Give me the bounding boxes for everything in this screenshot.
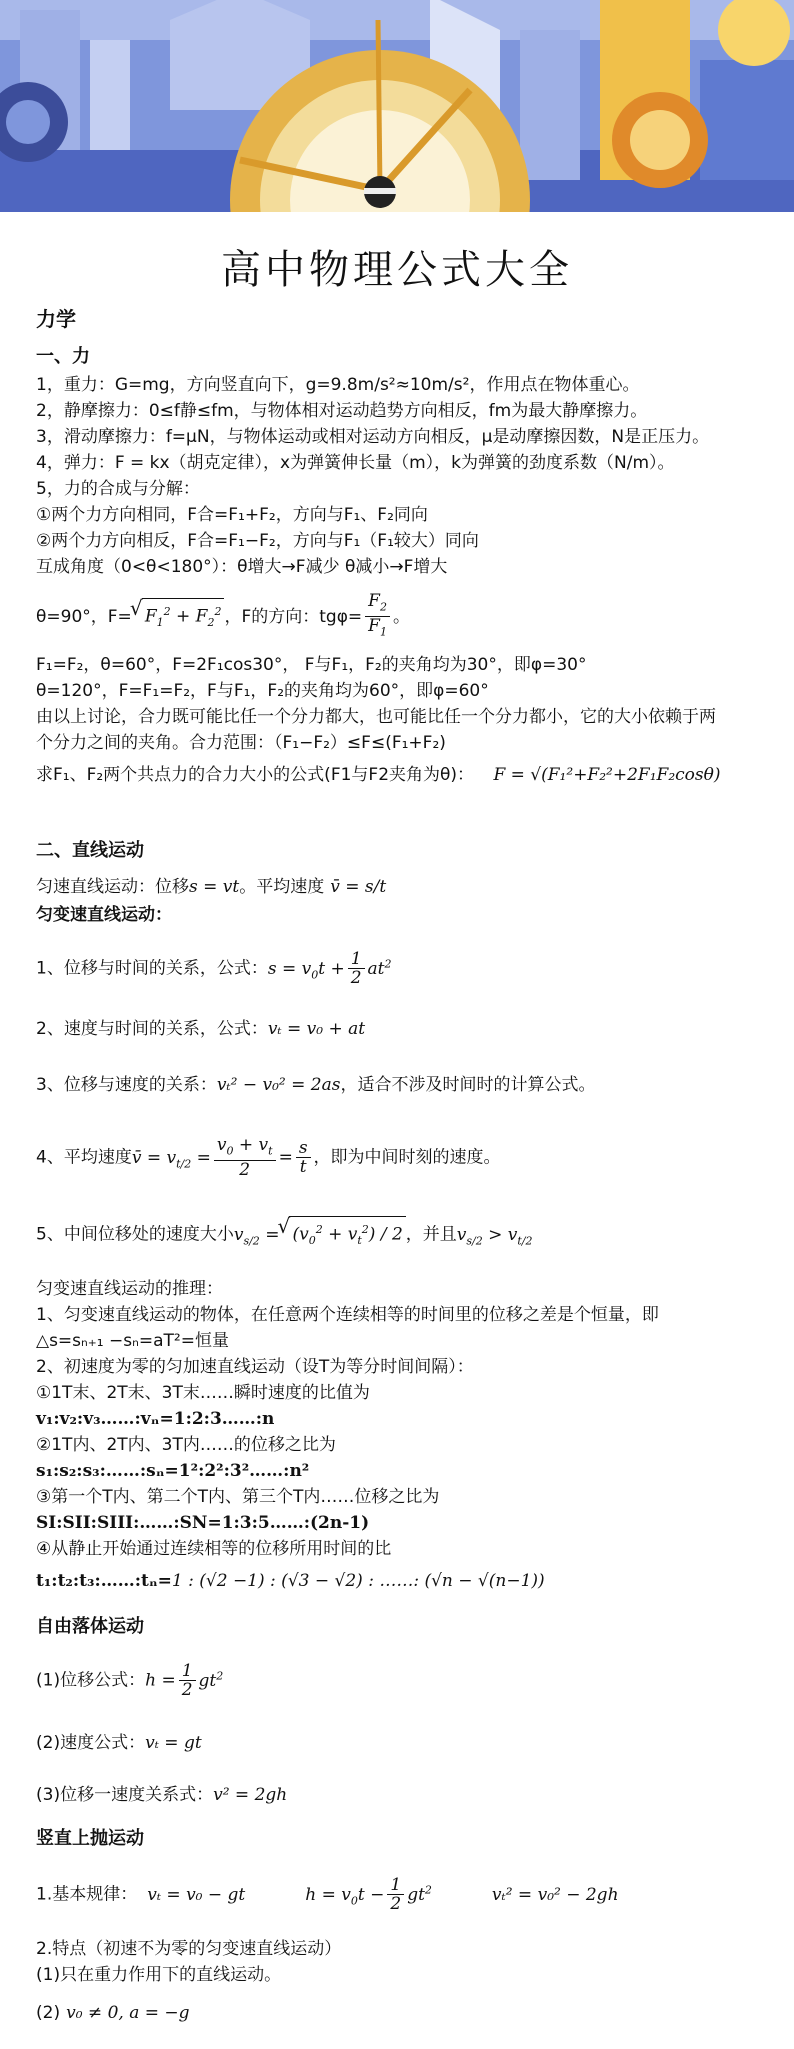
force-line-3: 3，滑动摩擦力：f=μN，与物体运动或相对运动方向相反，μ是动摩擦因数，N是正压力。 bbox=[36, 427, 710, 447]
vertical-line-3: (1)只在重力作用下的直线运动。 bbox=[36, 1965, 282, 1985]
formula-velocity: vₜ = v₀ + at bbox=[267, 1019, 366, 1039]
relation-line-2 bbox=[36, 1016, 365, 1042]
formula-fraction: $\frac{F_2}{F_1}$ bbox=[365, 592, 390, 642]
inference-line-10: ④从静止开始通过连续相等的位移所用时间的比 bbox=[36, 1539, 392, 1559]
formula-mid-displacement: $v_{s/2}$ = bbox=[233, 1224, 280, 1248]
inference-line-6: ②1T内、2T内、3T内……的位移之比为 bbox=[36, 1435, 336, 1455]
force-line-9 bbox=[36, 592, 410, 642]
formula-vt-gt: vₜ = gt bbox=[145, 1733, 202, 1753]
inference-line-1: 1、匀变速直线运动的物体，在任意两个连续相等的时间里的位移之差是个恒量，即 bbox=[36, 1305, 659, 1325]
force-line-9-text-b: ，F的方向：tgφ= bbox=[224, 606, 363, 627]
vertical-line-1 bbox=[36, 1876, 619, 1914]
force-line-7: ②两个力方向相反，F合=F₁−F₂，方向与F₁（F₁较大）同向 bbox=[36, 531, 479, 551]
inference-line-2: △s=sₙ₊₁ −sₙ=aT²=恒量 bbox=[36, 1331, 229, 1351]
formula-inequality: $v_{s/2} > v_{t/2}$ bbox=[456, 1224, 533, 1248]
force-line-8: 互成角度（0<θ<180°）：θ增大→F减少 θ减小→F增大 bbox=[36, 557, 448, 577]
formula-time-ratio: 1 : (√2 −1) : (√3 − √2) : ……: (√n − √(n−1)) bbox=[171, 1571, 545, 1591]
relation-2-text: 2、速度与时间的关系，公式： bbox=[36, 1019, 268, 1039]
freefall-1-text: (1)位移公式： bbox=[36, 1670, 146, 1691]
vertical-4-text: (2) bbox=[36, 2003, 61, 2023]
freefall-line-1 bbox=[36, 1662, 223, 1699]
inference-line-5: v₁:v₂:v₃……:vₙ=1:2:3……:n bbox=[36, 1409, 275, 1429]
formula-v0-a: v₀ ≠ 0, a = −g bbox=[66, 2003, 190, 2023]
formula-avg-velocity: v̄ = s/t bbox=[330, 877, 387, 897]
formula-velocity-displacement: vₜ² − v₀² = 2as bbox=[216, 1075, 341, 1095]
formula-uniform: s = vt bbox=[189, 877, 240, 897]
formula-resultant: F = √(F₁²+F₂²+2F₁F₂cosθ) bbox=[493, 765, 721, 785]
formula-h: h = bbox=[145, 1670, 176, 1691]
vertical-line-4 bbox=[36, 2000, 190, 2026]
relation-line-5 bbox=[36, 1216, 533, 1254]
relation-1-text: 1、位移与时间的关系，公式： bbox=[36, 958, 268, 979]
force-line-9-text-a: θ=90°，F= bbox=[36, 606, 132, 627]
uniform-avg-text: 。平均速度 bbox=[239, 877, 325, 897]
formula-rms: √ $(v_0^2 + v_t^2) / 2$ bbox=[289, 1216, 405, 1254]
inference-line-9: SI:SII:SIII:……:SN=1:3:5……:(2n-1) bbox=[36, 1513, 370, 1533]
inference-line-3: 2、初速度为零的匀加速直线运动（设T为等分时间间隔）： bbox=[36, 1357, 474, 1377]
formula-vt: vₜ = v₀ − gt bbox=[147, 1884, 246, 1905]
relation-3-tail: ，适合不涉及时间时的计算公式。 bbox=[340, 1075, 596, 1095]
formula-half: $\frac{1}{2}$ bbox=[348, 950, 365, 987]
vertical-line-2: 2.特点（初速不为零的匀变速直线运动） bbox=[36, 1939, 342, 1959]
relation-3-text: 3、位移与速度的关系： bbox=[36, 1075, 217, 1095]
relation-line-1 bbox=[36, 950, 392, 988]
force-line-13: 个分力之间的夹角。合力范围：（F₁−F₂）≤F≤(F₁+F₂) bbox=[36, 733, 446, 753]
time-ratio-label: t₁:t₂:t₃:……:tₙ= bbox=[36, 1571, 172, 1591]
inference-heading: 匀变速直线运动的推理： bbox=[36, 1279, 223, 1299]
heading-uniform-acceleration: 匀变速直线运动： bbox=[36, 905, 172, 925]
uniform-motion-line bbox=[36, 874, 386, 900]
inference-line-4: ①1T末、2T末、3T末……瞬时速度的比值为 bbox=[36, 1383, 370, 1403]
heading-linear-motion: 二、直线运动 bbox=[36, 840, 144, 861]
force-line-14-text: 求F₁、F₂两个共点力的合力大小的公式(F1与F2夹角为θ)： bbox=[36, 765, 475, 785]
relation-4-tail: ，即为中间时刻的速度。 bbox=[313, 1147, 501, 1168]
force-line-5: 5，力的合成与分解： bbox=[36, 479, 200, 499]
inference-line-11 bbox=[36, 1568, 545, 1594]
formula-vt2: vₜ² = v₀² − 2gh bbox=[491, 1884, 619, 1905]
force-line-12: 由以上讨论，合力既可能比任一个分力都大，也可能比任一个分力都小，它的大小依赖于两 bbox=[36, 707, 716, 727]
freefall-line-2 bbox=[36, 1730, 202, 1756]
formula-gt2-throw: $gt^2$ bbox=[407, 1882, 432, 1905]
section-heading-mechanics: 力学 bbox=[36, 307, 76, 331]
force-line-2: 2，静摩擦力：0≤f静≤fm，与物体相对运动趋势方向相反，fm为最大静摩擦力。 bbox=[36, 401, 648, 421]
inference-line-8: ③第一个T内、第二个T内、第三个T内……位移之比为 bbox=[36, 1487, 440, 1507]
force-line-1: 1，重力：G=mg，方向竖直向下，g=9.8m/s²≈10m/s²，作用点在物体重心。 bbox=[36, 375, 640, 395]
formula-v2-2gh: v² = 2gh bbox=[213, 1785, 288, 1805]
relation-line-4 bbox=[36, 1136, 501, 1179]
relation-5-and: ，并且 bbox=[405, 1224, 457, 1245]
heading-force: 一、力 bbox=[36, 346, 90, 367]
heading-free-fall: 自由落体运动 bbox=[36, 1616, 144, 1637]
force-line-9-text-c: 。 bbox=[392, 606, 410, 627]
formula-avg-speed: v̄ = $v_{t/2}$ = bbox=[131, 1147, 211, 1171]
force-line-10: F₁=F₂，θ=60°，F=2F₁cos30°， F与F₁，F₂的夹角均为30°，即φ=30° bbox=[36, 655, 587, 675]
freefall-2-text: (2)速度公式： bbox=[36, 1733, 146, 1753]
formula-displacement: $s = v_0t$ + bbox=[267, 958, 345, 981]
page-title: 高中物理公式大全 bbox=[221, 247, 573, 293]
formula-h-throw: $h = v_0t$ − bbox=[305, 1884, 385, 1907]
force-line-14 bbox=[36, 762, 721, 788]
header-banner-illustration bbox=[0, 0, 794, 222]
formula-gt2: $gt^2$ bbox=[198, 1668, 224, 1691]
vertical-1-text: 1.基本规律： bbox=[36, 1884, 138, 1905]
formula-half-throw: $\frac{1}{2}$ bbox=[387, 1876, 404, 1913]
formula-equals: = bbox=[278, 1147, 293, 1168]
inference-line-7: s₁:s₂:s₃:……:sₙ=1²:2²:3²……:n² bbox=[36, 1461, 310, 1481]
freefall-line-3 bbox=[36, 1782, 287, 1808]
relation-line-3 bbox=[36, 1072, 595, 1098]
formula-s-over-t: $\frac{s}{t}$ bbox=[296, 1139, 311, 1176]
force-line-4: 4，弹力：F = kx（胡克定律），x为弹簧伸长量（m），k为弹簧的劲度系数（N/m）。 bbox=[36, 453, 675, 473]
freefall-3-text: (3)位移一速度关系式： bbox=[36, 1785, 214, 1805]
heading-vertical-throw: 竖直上抛运动 bbox=[36, 1828, 144, 1849]
formula-half-g: $\frac{1}{2}$ bbox=[179, 1662, 196, 1699]
force-line-11: θ=120°，F=F₁=F₂，F与F₁，F₂的夹角均为60°，即φ=60° bbox=[36, 681, 489, 701]
relation-4-text: 4、平均速度 bbox=[36, 1147, 132, 1168]
force-line-6: ①两个力方向相同，F合=F₁+F₂，方向与F₁、F₂同向 bbox=[36, 505, 428, 525]
relation-5-text: 5、中间位移处的速度大小 bbox=[36, 1224, 234, 1245]
uniform-motion-text: 匀速直线运动：位移 bbox=[36, 877, 189, 897]
formula-mean-fraction: $\frac{v_0 + v_t}{2}$ bbox=[214, 1136, 276, 1179]
formula-sqrt-sum: √ $F_1^2 + F_2^2$ bbox=[142, 598, 225, 636]
formula-at2: $at^2$ bbox=[367, 956, 392, 979]
